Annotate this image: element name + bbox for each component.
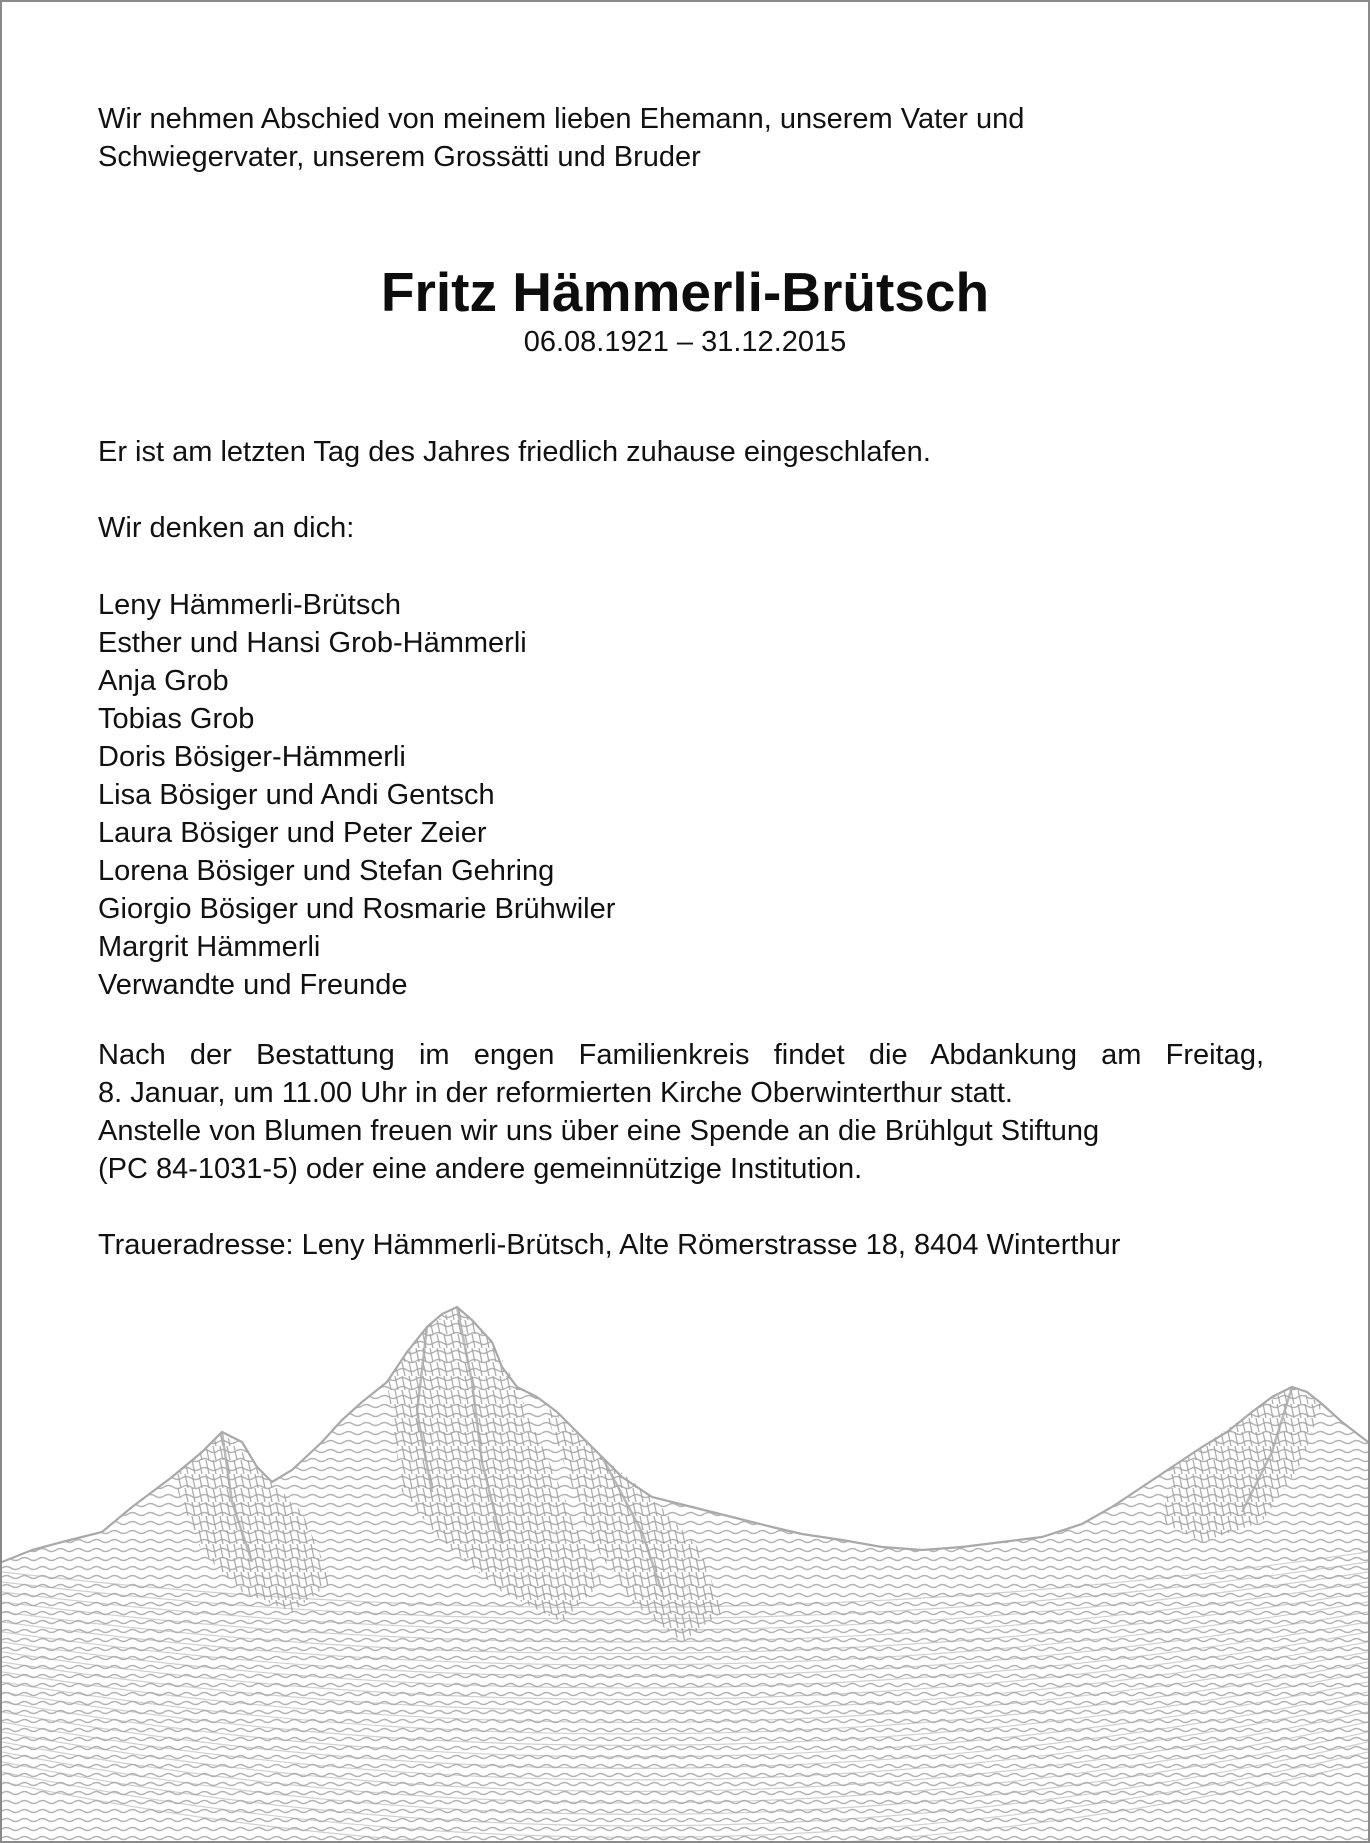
- intro-text: [98, 100, 1268, 176]
- think-of-you-text: Wir denken an dich:: [98, 512, 355, 544]
- mourner-name: Giorgio Bösiger und Rosmarie Brühwiler: [98, 893, 616, 925]
- mourner-name: Margrit Hämmerli: [98, 931, 321, 963]
- mourner-name: Verwandte und Freunde: [98, 969, 408, 1001]
- mountain-landscape-illustration: [2, 1292, 1368, 1841]
- mourner-name: Leny Hämmerli-Brütsch: [98, 589, 401, 621]
- intro-line: Schwiegervater, unserem Grossätti und Bruder: [98, 141, 701, 173]
- intro-line: Wir nehmen Abschied von meinem lieben Ehemann, unserem Vater und: [98, 103, 1025, 135]
- ceremony-line: (PC 84-1031-5) oder eine andere gemeinnützige Institution.: [98, 1153, 863, 1185]
- ceremony-line: Nach der Bestattung im engen Familienkreis findet die Abdankung am Freitag,: [98, 1039, 1264, 1071]
- ceremony-text: [98, 1036, 1268, 1188]
- deceased-name: Fritz Hämmerli-Brütsch: [380, 261, 990, 323]
- mourner-name: Doris Bösiger-Hämmerli: [98, 741, 406, 773]
- mourning-address: Traueradresse: Leny Hämmerli-Brütsch, Alte Römerstrasse 18, 8404 Winterthur: [98, 1229, 1121, 1261]
- mourner-name: Esther und Hansi Grob-Hämmerli: [98, 627, 527, 659]
- mourner-name: Anja Grob: [98, 665, 229, 697]
- mourners-list: [98, 586, 1268, 1004]
- ceremony-line: 8. Januar, um 11.00 Uhr in der reformierten Kirche Oberwinterthur statt.: [98, 1077, 1013, 1109]
- life-dates: 06.08.1921 – 31.12.2015: [523, 326, 847, 358]
- ceremony-line: Anstelle von Blumen freuen wir uns über eine Spende an die Brühlgut Stiftung: [98, 1115, 1100, 1147]
- mourner-name: Lorena Bösiger und Stefan Gehring: [98, 855, 555, 887]
- mourner-name: Tobias Grob: [98, 703, 255, 735]
- mourner-name: Laura Bösiger und Peter Zeier: [98, 817, 487, 849]
- passing-text: Er ist am letzten Tag des Jahres friedlich zuhause eingeschlafen.: [98, 436, 931, 468]
- mourner-name: Lisa Bösiger und Andi Gentsch: [98, 779, 495, 811]
